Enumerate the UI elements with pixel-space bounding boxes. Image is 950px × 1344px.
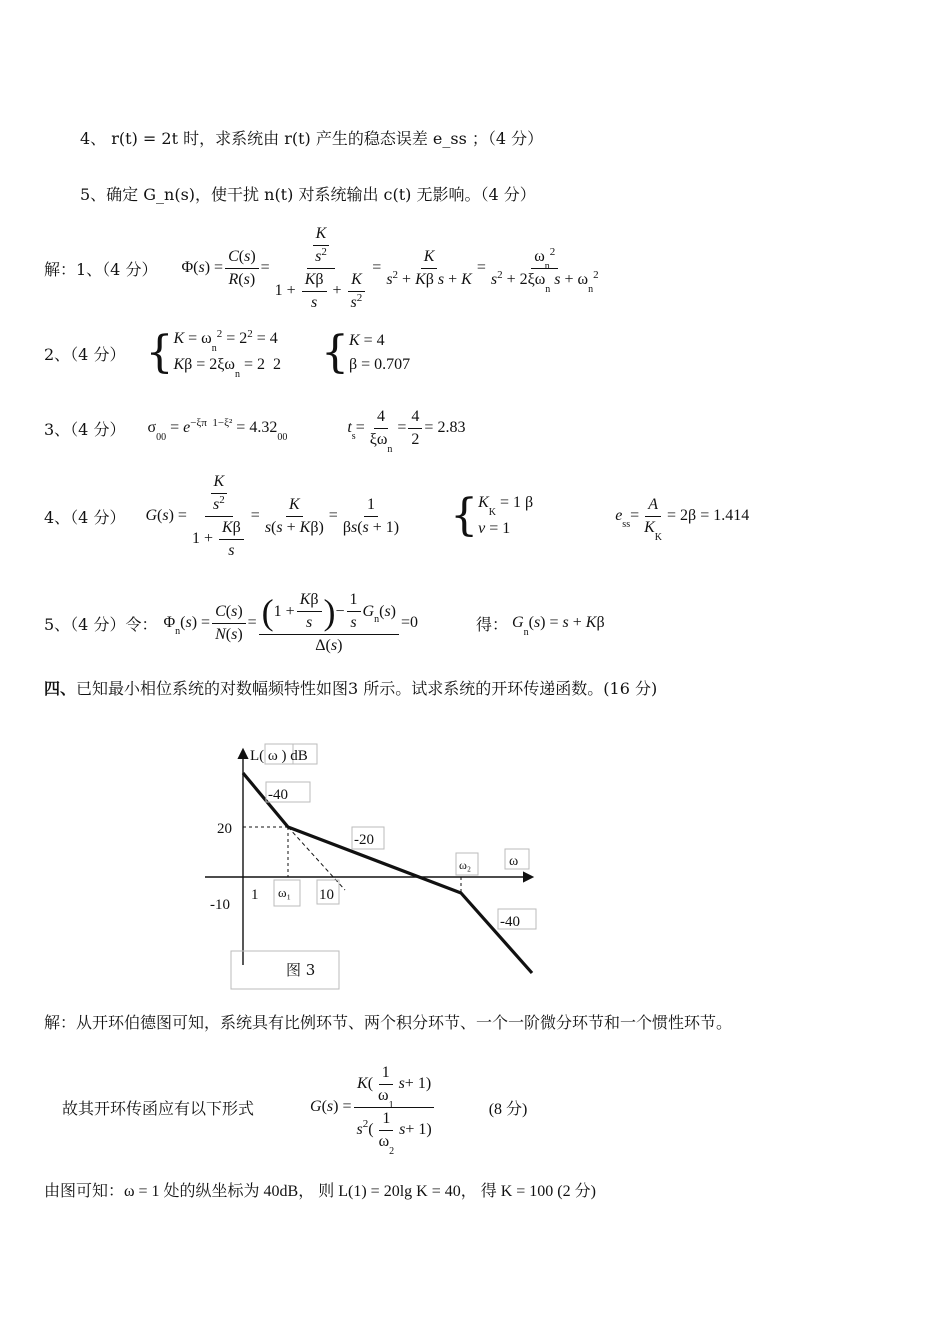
- magnitude-curve: [243, 773, 532, 973]
- answer-transfer-function: G ( s ) = K ( $\frac{1}{\omega_1}$ s + 1) s 2 ( $\frac{1}{\omega_2}$ s + 1): [310, 1064, 437, 1151]
- answer-points: (8 分): [488, 1100, 528, 1118]
- answer-last-line-b: L(1) = 20lg K = 40， 得 K = 100 (2 分): [338, 1183, 596, 1200]
- slope-label-c: -40: [500, 914, 520, 930]
- section-4-text: 已知最小相位系统的对数幅频特性如图3 所示。试求系统的开环传递函数。(16 分): [76, 679, 658, 698]
- solution-4-formula: G ( s ) = $\frac{K}{s^2}$ 1 + $\frac{K\beta}{s}$ = $\frac{K}{s(s + K\beta)}$ = $\frac{1}{\beta s(s + 1)}$: [145, 472, 400, 559]
- solution-4-label: 4、（4 分）: [44, 507, 126, 527]
- tick-10: 10: [319, 887, 334, 903]
- tick-1: 1: [251, 887, 259, 903]
- solution-3-settling: t s = $\frac{4}{\xi\omega_n}$ = $\frac{4}{2}$ = 2.83: [347, 407, 466, 455]
- solution-5-result: $G_n(s) = s + K\beta$: [512, 614, 605, 638]
- question-4-text: 4、 r(t) = 2t 时，求系统由 r(t) 产生的稳态误差 e_ss ；（4 分）: [80, 129, 544, 148]
- figure-caption: 图 3: [286, 961, 316, 979]
- solution-1-formula: Φ( s ) = $\frac{C(s)}{R(s)}$ = $\frac{K}{s^2}$ 1 + $\frac{K\beta}{s}$ + $\frac{K}{s^2}$ = $\frac{K}{s^2 + K\beta s + K}$ = $\frac{\omega_n^2}{s^2 + 2\xi\omega_n s + \omega_n^2}$: [181, 224, 599, 311]
- tick-20: 20: [217, 821, 232, 837]
- solution-3-label: 3、（4 分）: [44, 419, 126, 439]
- slope-label-a: -40: [268, 787, 288, 803]
- solution-5-formula: Φ n ( s ) = $\frac{C(s)}{N(s)}$ = ( 1 + $\frac{K\beta}{s}$ ) − $\frac{1}{s}$ G n ( s ) Δ(s) =0: [163, 591, 419, 654]
- solution-1-label: 解：1、（4 分）: [44, 259, 158, 279]
- solution-2-formula: { $K = \omega_n^2 = 2^2 = 4$ $K\beta = 2\xi\omega_n = 2$ 2 { K = 4 β = 0.707: [145, 327, 411, 380]
- tick-w1: ω₁: [278, 885, 292, 900]
- solution-5-result-label: 得：: [476, 614, 509, 634]
- solution-4-error: e ss = $\frac{A}{K_K}$ = 2β = 1.414: [615, 495, 750, 543]
- answer-intro: [44, 1010, 732, 1033]
- answer-last-line-a: 由图可知：ω = 1 处的纵坐标为 40dB， 则: [44, 1183, 335, 1200]
- y-axis-label: L( ω ) dB: [250, 748, 308, 764]
- answer-intro-text: 解：从开环伯德图可知，系统具有比例环节、两个积分环节、一个一阶微分环节和一个惯性环节。: [44, 1013, 733, 1032]
- answer-form-text: 故其开环传函应有以下形式: [62, 1098, 255, 1118]
- section-4-number: 四、: [44, 679, 77, 698]
- solution-3-overshoot: $\sigma_{00} = e^{-\xi\pi 1-\xi^2} = 4.32_{00}$: [147, 417, 288, 443]
- tick-w2: ω₂: [459, 858, 472, 872]
- answer-last-line: [44, 1178, 596, 1201]
- question-5-text: 5、确定 G_n(s)，使干扰 n(t) 对系统输出 c(t) 无影响。（4 分）: [80, 185, 536, 204]
- x-axis-label: ω: [509, 854, 519, 869]
- solution-2-label: 2、（4 分）: [44, 344, 126, 364]
- solution-5-label: 5、（4 分）令：: [44, 614, 158, 634]
- answer-form: [62, 1052, 527, 1162]
- solution-4-params: { $K_K = 1$ β v = 1: [450, 490, 534, 541]
- slope-label-b: -20: [354, 832, 374, 848]
- tick-minus-10: -10: [210, 897, 230, 913]
